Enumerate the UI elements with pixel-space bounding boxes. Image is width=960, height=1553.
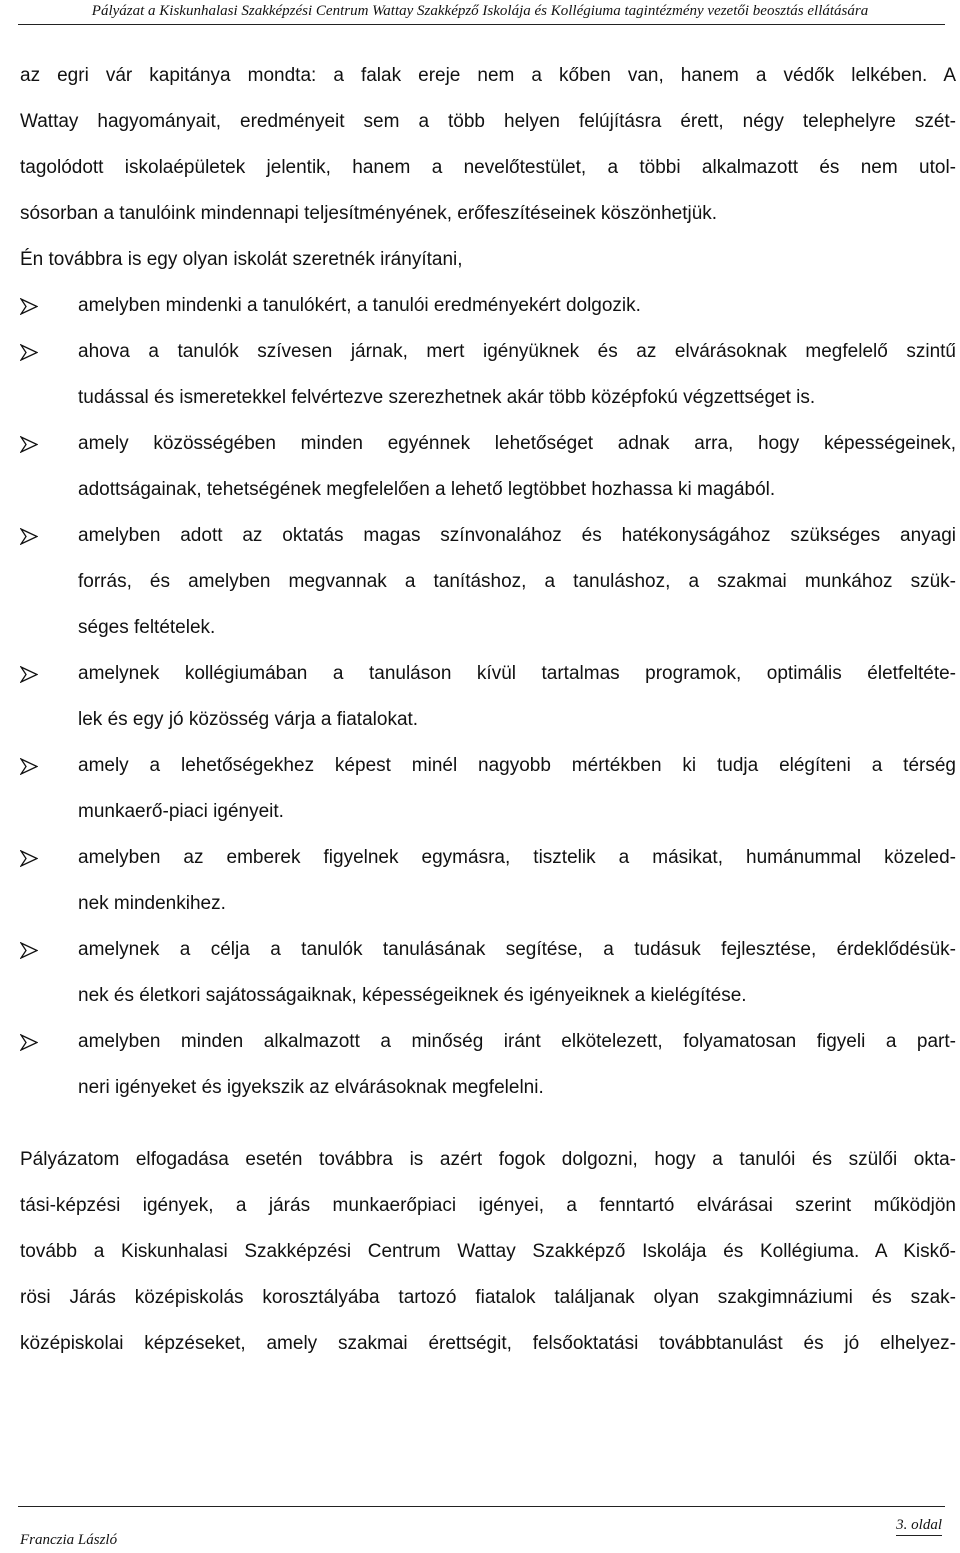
bullet-line: tudással és ismeretekkel felvértezve szerezhetnek akár több középfokú végzettséget is. xyxy=(78,387,816,408)
closing-line: Pályázatom elfogadása esetén továbbra is azért fogok dolgozni, hogy a tanulói és szülői okta- xyxy=(20,1149,956,1170)
bullet-item xyxy=(20,513,956,651)
bullet-line: amelyben az emberek figyelnek egymásra, tisztelik a másikat, humánummal közeled- xyxy=(78,847,956,868)
page-header-title: Pályázat a Kiskunhalasi Szakképzési Centrum Wattay Szakképző Iskolája és Kollégiuma tagintézmény vezetői beosztás ellátására xyxy=(91,3,869,19)
arrowhead-bullet-icon xyxy=(20,528,38,545)
header-divider xyxy=(18,24,945,25)
bullet-item xyxy=(20,1019,956,1111)
bullet-line: ahova a tanulók szívesen járnak, mert igényüknek és az elvárásoknak megfelelő szintű xyxy=(78,341,956,362)
bullet-line: amely közösségében minden egyénnek lehetőséget adnak arra, hogy képességeinek, xyxy=(78,433,956,454)
bullet-line: forrás, és amelyben megvannak a tanításhoz, a tanuláshoz, a szakmai munkához szük- xyxy=(78,571,956,592)
intro-line: sósorban a tanulóink mindennapi teljesítményének, erőfeszítéseinek köszönhetjük. xyxy=(20,203,718,224)
closing-line: rösi Járás középiskolás korosztályába tartozó fiatalok találjanak olyan szakgimnáziumi és szak- xyxy=(20,1287,956,1308)
arrowhead-bullet-icon xyxy=(20,1034,38,1051)
closing-line: tási-képzési igények, a járás munkaerőpiaci igényei, a fenntartó elvárásai szerint működjön xyxy=(20,1195,956,1216)
bullet-line: nek mindenkihez. xyxy=(78,893,226,914)
arrowhead-bullet-icon xyxy=(20,298,38,315)
bullet-line: adottságainak, tehetségének megfelelően a lehető legtöbbet hozhassa ki magából. xyxy=(78,479,776,500)
bullet-item xyxy=(20,927,956,1019)
footer-author: Franczia László xyxy=(20,1532,118,1548)
intro-paragraph xyxy=(20,53,956,283)
bullet-line: amelyben minden alkalmazott a minőség iránt elkötelezett, folyamatosan figyeli a part- xyxy=(78,1031,956,1052)
bullet-line: munkaerő-piaci igényeit. xyxy=(78,801,284,822)
bullet-line: amelynek kollégiumában a tanuláson kívül tartalmas programok, optimális életfeltéte- xyxy=(78,663,956,684)
bullet-line: séges feltételek. xyxy=(78,617,216,638)
arrowhead-bullet-icon xyxy=(20,850,38,867)
footer-divider xyxy=(18,1506,945,1507)
bullet-line: lek és egy jó közösség várja a fiatalokat. xyxy=(78,709,419,730)
bullet-line: amelynek a célja a tanulók tanulásának segítése, a tudásuk fejlesztése, érdeklődésük- xyxy=(78,939,956,960)
bullet-item xyxy=(20,835,956,927)
bullet-line: amelyben mindenki a tanulókért, a tanulói eredményekért dolgozik. xyxy=(78,295,641,316)
bullet-item xyxy=(20,329,956,421)
intro-line: Wattay hagyományait, eredményeit sem a több helyen felújításra érett, négy telephelyre szét- xyxy=(20,111,956,132)
arrowhead-bullet-icon xyxy=(20,344,38,361)
arrowhead-bullet-icon xyxy=(20,666,38,683)
closing-paragraph xyxy=(20,1137,956,1367)
bullet-item xyxy=(20,743,956,835)
arrowhead-bullet-icon xyxy=(20,436,38,453)
closing-line: tovább a Kiskunhalasi Szakképzési Centrum Wattay Szakképző Iskolája és Kollégiuma. A Kiskő- xyxy=(20,1241,956,1262)
bullet-line: neri igényeket és igyekszik az elvárásoknak megfelelni. xyxy=(78,1077,544,1098)
page-number: 3. oldal xyxy=(896,1515,942,1536)
bullet-line: amely a lehetőségekhez képest minél nagyobb mértékben ki tudja elégíteni a térség xyxy=(78,755,956,776)
bullet-item xyxy=(20,283,956,329)
bullet-item xyxy=(20,421,956,513)
intro-line: tagolódott iskolaépületek jelentik, hanem a nevelőtestület, a többi alkalmazott és nem utol- xyxy=(20,157,956,178)
bullet-line: nek és életkori sajátosságaiknak, képességeiknek és igényeiknek a kielégítése. xyxy=(78,985,747,1006)
bullet-item xyxy=(20,651,956,743)
intro-line: az egri vár kapitánya mondta: a falak ereje nem a kőben van, hanem a védők lelkében. A xyxy=(20,65,956,86)
intro-line: Én továbbra is egy olyan iskolát szeretnék irányítani, xyxy=(20,249,463,270)
arrowhead-bullet-icon xyxy=(20,758,38,775)
arrowhead-bullet-icon xyxy=(20,942,38,959)
bullet-line: amelyben adott az oktatás magas színvonalához és hatékonyságához szükséges anyagi xyxy=(78,525,956,546)
closing-line: középiskolai képzéseket, amely szakmai érettségit, felsőoktatási továbbtanulást és jó elhelyez- xyxy=(20,1333,956,1354)
goals-bullet-list xyxy=(20,283,956,1111)
